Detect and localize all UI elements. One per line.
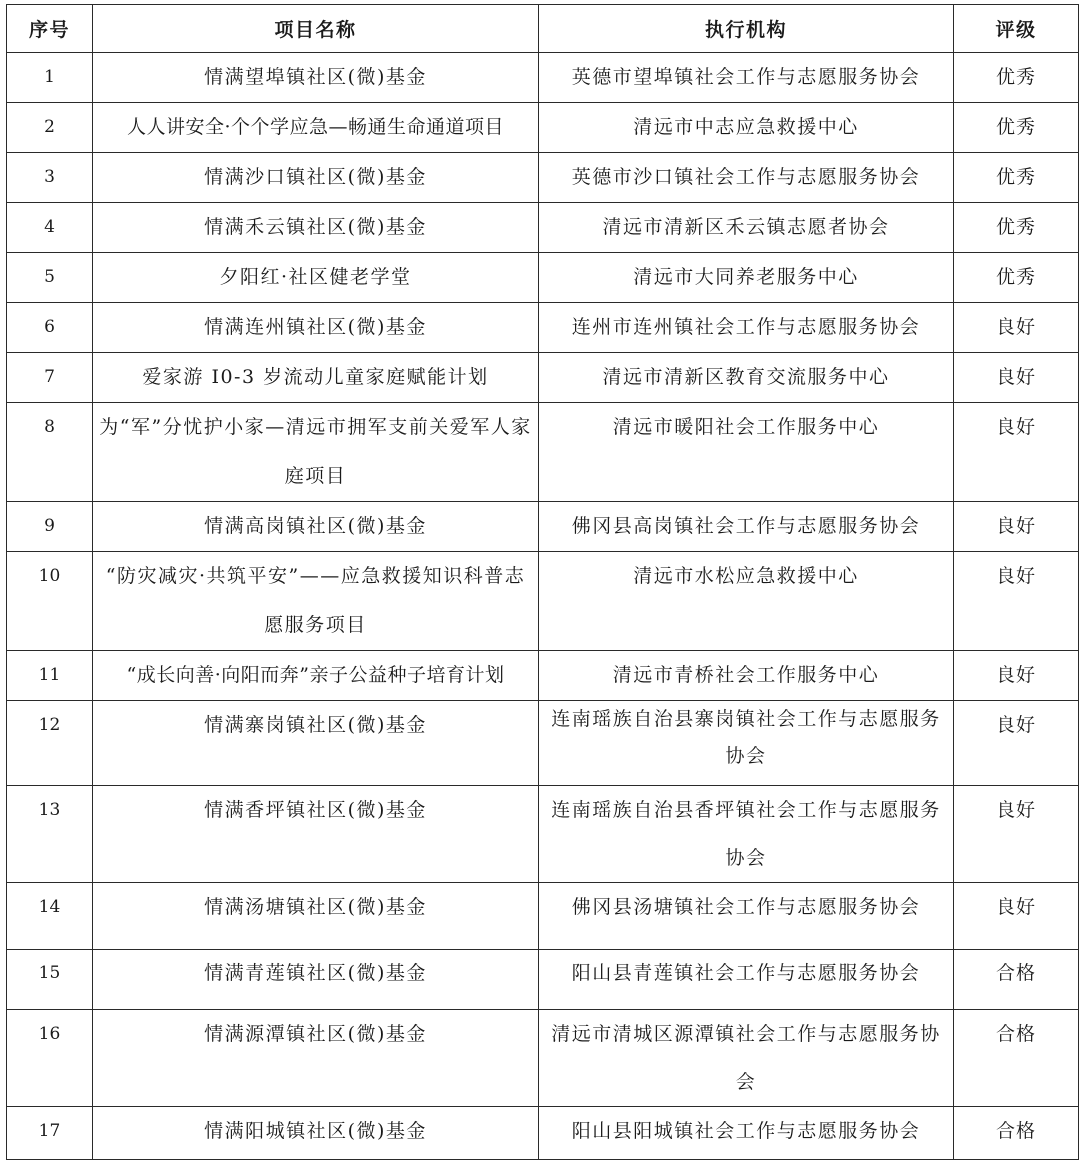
table-row [7, 1107, 1079, 1160]
row-project-name: 情满香坪镇社区(微)基金 [93, 786, 539, 883]
row-project-name: 情满汤塘镇社区(微)基金 [93, 883, 539, 950]
row-org: 清远市清新区禾云镇志愿者协会 [539, 203, 954, 253]
row-index: 8 [7, 403, 93, 502]
row-grade: 优秀 [954, 153, 1079, 203]
row-org: 连州市连州镇社会工作与志愿服务协会 [539, 303, 954, 353]
row-org: 佛冈县汤塘镇社会工作与志愿服务协会 [539, 883, 954, 950]
table-row [7, 203, 1079, 253]
row-org: 清远市水松应急救援中心 [539, 552, 954, 651]
row-grade: 优秀 [954, 53, 1079, 103]
row-project-name: 情满寨岗镇社区(微)基金 [93, 701, 539, 786]
row-project-name: 情满连州镇社区(微)基金 [93, 303, 539, 353]
row-index: 4 [7, 203, 93, 253]
table-row [7, 651, 1079, 701]
row-grade: 良好 [954, 552, 1079, 651]
row-project-name: 情满沙口镇社区(微)基金 [93, 153, 539, 203]
row-grade: 良好 [954, 701, 1079, 786]
row-index: 12 [7, 701, 93, 786]
row-project-name: 情满源潭镇社区(微)基金 [93, 1010, 539, 1107]
row-org: 英德市望埠镇社会工作与志愿服务协会 [539, 53, 954, 103]
row-grade: 合格 [954, 950, 1079, 1010]
row-grade: 良好 [954, 353, 1079, 403]
table-row [7, 502, 1079, 552]
row-project-name: 爱家游 I0-3 岁流动儿童家庭赋能计划 [93, 353, 539, 403]
row-org: 清远市暖阳社会工作服务中心 [539, 403, 954, 502]
row-org: 清远市中志应急救援中心 [539, 103, 954, 153]
table-row [7, 1010, 1079, 1107]
row-grade: 合格 [954, 1107, 1079, 1160]
table-row [7, 53, 1079, 103]
row-project-name: 人人讲安全·个个学应急—畅通生命通道项目 [93, 103, 539, 153]
row-index: 3 [7, 153, 93, 203]
table-row [7, 552, 1079, 651]
header-grade: 评级 [954, 5, 1079, 53]
table-row [7, 403, 1079, 502]
row-grade: 合格 [954, 1010, 1079, 1107]
row-org: 清远市大同养老服务中心 [539, 253, 954, 303]
row-index: 16 [7, 1010, 93, 1107]
row-grade: 优秀 [954, 253, 1079, 303]
row-grade: 良好 [954, 502, 1079, 552]
row-index: 17 [7, 1107, 93, 1160]
row-index: 15 [7, 950, 93, 1010]
row-org: 清远市清新区教育交流服务中心 [539, 353, 954, 403]
row-project-name: “成长向善·向阳而奔”亲子公益种子培育计划 [93, 651, 539, 701]
row-project-name: 情满阳城镇社区(微)基金 [93, 1107, 539, 1160]
row-org: 英德市沙口镇社会工作与志愿服务协会 [539, 153, 954, 203]
row-org: 清远市清城区源潭镇社会工作与志愿服务协会 [539, 1010, 954, 1107]
row-grade: 良好 [954, 403, 1079, 502]
table-row [7, 950, 1079, 1010]
header-row [7, 5, 1079, 53]
row-index: 9 [7, 502, 93, 552]
row-org: 佛冈县高岗镇社会工作与志愿服务协会 [539, 502, 954, 552]
row-org: 阳山县阳城镇社会工作与志愿服务协会 [539, 1107, 954, 1160]
row-grade: 良好 [954, 651, 1079, 701]
header-name: 项目名称 [93, 5, 539, 53]
table-row [7, 253, 1079, 303]
table-row [7, 303, 1079, 353]
table-row [7, 153, 1079, 203]
row-project-name: 情满高岗镇社区(微)基金 [93, 502, 539, 552]
table-row [7, 701, 1079, 786]
row-index: 7 [7, 353, 93, 403]
header-org: 执行机构 [539, 5, 954, 53]
row-project-name: 情满禾云镇社区(微)基金 [93, 203, 539, 253]
row-project-name: 情满望埠镇社区(微)基金 [93, 53, 539, 103]
row-org: 连南瑶族自治县寨岗镇社会工作与志愿服务协会 [539, 701, 954, 786]
row-grade: 优秀 [954, 103, 1079, 153]
row-org: 清远市青桥社会工作服务中心 [539, 651, 954, 701]
row-index: 10 [7, 552, 93, 651]
row-index: 13 [7, 786, 93, 883]
row-grade: 良好 [954, 303, 1079, 353]
row-org: 阳山县青莲镇社会工作与志愿服务协会 [539, 950, 954, 1010]
row-project-name: 情满青莲镇社区(微)基金 [93, 950, 539, 1010]
row-grade: 优秀 [954, 203, 1079, 253]
row-project-name: 夕阳红·社区健老学堂 [93, 253, 539, 303]
evaluation-table [6, 4, 1079, 1160]
row-grade: 良好 [954, 786, 1079, 883]
header-index: 序号 [7, 5, 93, 53]
row-index: 6 [7, 303, 93, 353]
row-index: 11 [7, 651, 93, 701]
row-org: 连南瑶族自治县香坪镇社会工作与志愿服务协会 [539, 786, 954, 883]
table-row [7, 883, 1079, 950]
row-index: 2 [7, 103, 93, 153]
row-project-name: 为“军”分忧护小家—清远市拥军支前关爱军人家庭项目 [93, 403, 539, 502]
row-project-name: “防灾减灾·共筑平安”——应急救援知识科普志愿服务项目 [93, 552, 539, 651]
row-grade: 良好 [954, 883, 1079, 950]
row-index: 14 [7, 883, 93, 950]
table-row [7, 353, 1079, 403]
row-index: 5 [7, 253, 93, 303]
table-row [7, 103, 1079, 153]
table-row [7, 786, 1079, 883]
row-index: 1 [7, 53, 93, 103]
